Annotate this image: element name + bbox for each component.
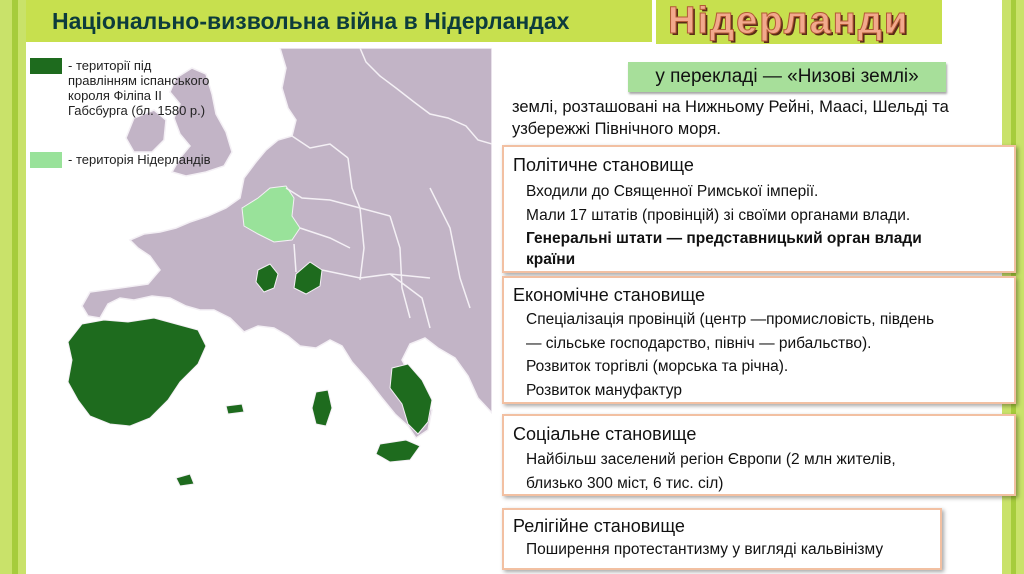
card-line: Входили до Священної Римської імперії.	[526, 183, 819, 200]
card-line: Найбільш заселений регіон Європи (2 млн жителів,	[526, 451, 896, 468]
card-heading: Релігійне становище	[513, 516, 685, 536]
legend-netherlands-line: - територія Нідерландів	[68, 152, 211, 167]
left-frame-stripe	[12, 0, 18, 574]
definition-line: узбережжі Північного моря.	[512, 120, 721, 138]
definition-text	[512, 96, 1002, 140]
brand-word: Нідерланди	[668, 0, 910, 42]
card-economic	[502, 276, 1016, 404]
subtitle-translation: у перекладі — «Низові землі»	[628, 62, 946, 92]
card-heading: Політичне становище	[513, 155, 694, 175]
left-frame	[0, 0, 26, 574]
legend-item-spanish	[30, 58, 258, 118]
card-line: близько 300 міст, 6 тис. сіл)	[526, 474, 724, 492]
legend-item-netherlands	[30, 152, 258, 168]
slide-title: Національно-визвольна війна в Нідерландах	[52, 8, 570, 34]
legend-swatch-spanish	[30, 58, 62, 74]
card-line: Мали 17 штатів (провінцій) зі своїми органами влади.	[526, 206, 911, 224]
legend-spanish-line: короля Філіпа II	[68, 88, 162, 103]
card-social	[502, 414, 1016, 496]
map-balearic	[226, 404, 244, 414]
card-religious	[502, 508, 942, 570]
card-line: Розвиток мануфактур	[526, 381, 682, 399]
card-line: Генеральні штати — представницький орган влади	[526, 230, 922, 247]
definition-line: землі, розташовані на Нижньому Рейні, Маасі, Шельді та	[512, 98, 949, 116]
card-line: Поширення протестантизму у вигляді кальвінізму	[526, 541, 884, 558]
legend-swatch-netherlands	[30, 152, 62, 168]
card-line: країни	[526, 250, 576, 268]
card-line: Розвиток торгівлі (морська та річна).	[526, 358, 789, 375]
legend-spanish-line: Габсбурга (бл. 1580 р.)	[68, 103, 206, 118]
card-political	[502, 145, 1016, 273]
card-heading: Соціальне становище	[513, 424, 697, 444]
card-line: — сільське господарство, північ — рибальство).	[526, 334, 872, 352]
legend-spanish-line: - території під	[68, 58, 152, 73]
card-line: Спеціалізація провінцій (центр —промисловість, південь	[526, 311, 935, 328]
card-heading: Економічне становище	[513, 285, 705, 305]
legend-spanish-line: правлінням іспанського	[68, 73, 210, 88]
